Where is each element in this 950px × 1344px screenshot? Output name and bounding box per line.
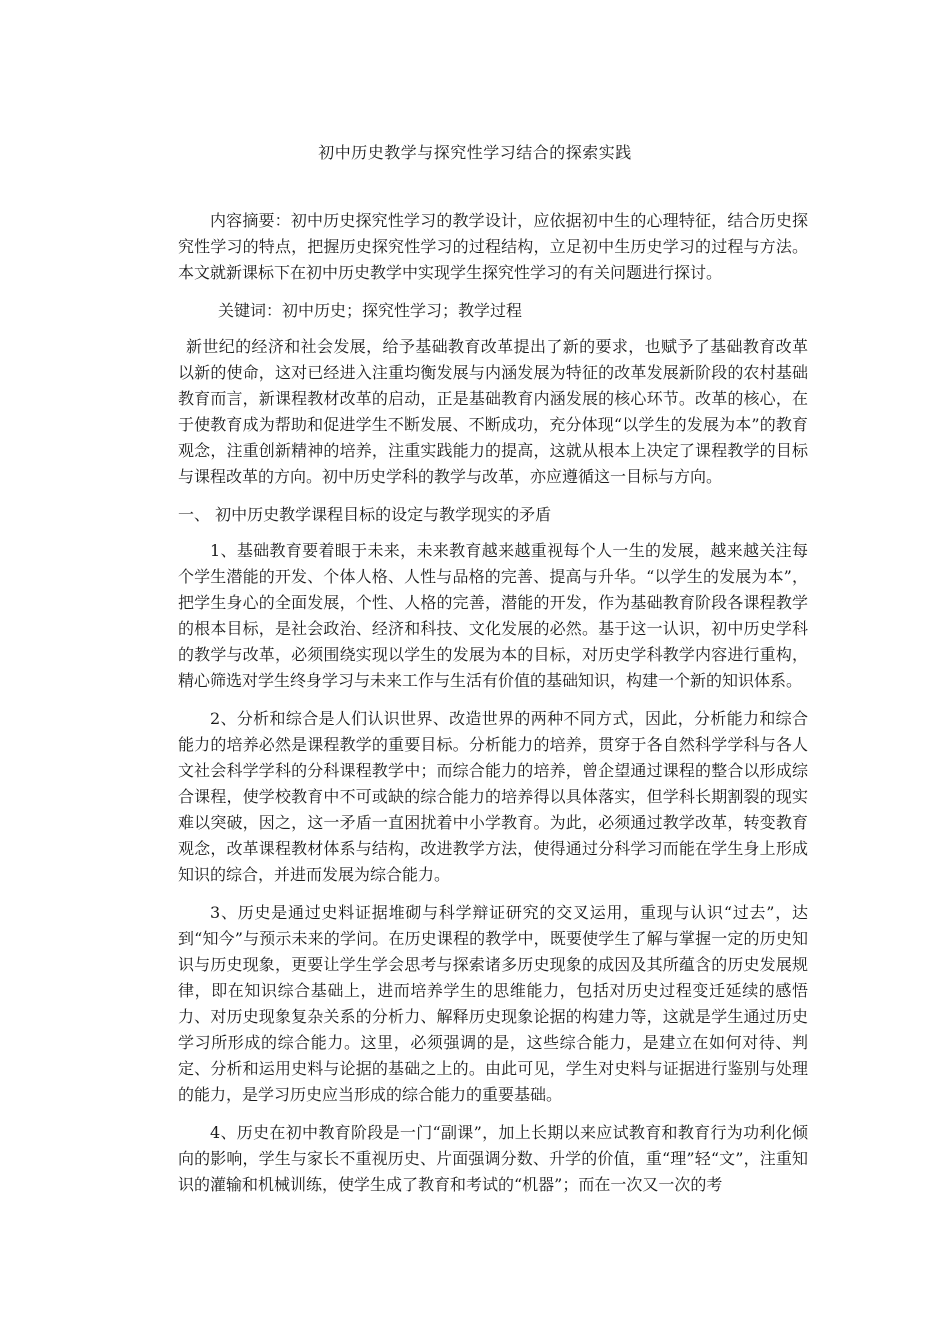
section-heading: 一、 初中历史教学课程目标的设定与教学现实的矛盾	[178, 505, 552, 524]
body-paragraph-3: 3、历史是通过史料证据堆砌与科学辩证研究的交叉运用，重现与认识“过去”，达到“知今”与预示未来的学问。在历史课程的教学中，既要使学生了解与掌握一定的历史知识与历史现象，更要让学生学会思考与探索诸多历史现象的成因及其所蕴含的历史发展规律，即在知识综合基础上，进而培养学生的思维能力，包括对历史过程变迁延续的感悟力、对历史现象复杂关系的分析力、解释历史现象论据的构建力等，这就是学生通过历史学习所形成的综合能力。这里，必须强调的是，这些综合能力，是建立在如何对待、判定、分析和运用史料与论据的基础之上的。由此可见，学生对史料与证据进行鉴别与处理的能力，是学习历史应当形成的综合能力的重要基础。	[178, 903, 808, 1104]
intro-paragraph: 新世纪的经济和社会发展，给予基础教育改革提出了新的要求，也赋予了基础教育改革以新的使命，这对已经进入注重均衡发展与内涵发展为特征的改革发展新阶段的农村基础教育而言，新课程教材改革的启动，正是基础教育内涵发展的核心环节。改革的核心，在于使教育成为帮助和促进学生不断发展、不断成功，充分体现“以学生的发展为本”的教育观念，注重创新精神的培养，注重实践能力的提高，这就从根本上决定了课程教学的目标与课程改革的方向。初中历史学科的教学与改革，亦应遵循这一目标与方向。	[178, 337, 808, 486]
abstract-paragraph: 内容摘要：初中历史探究性学习的教学设计，应依据初中生的心理特征，结合历史探究性学习的特点，把握历史探究性学习的过程结构，立足初中生历史学习的过程与方法。本文就新课标下在初中历史教学中实现学生探究性学习的有关问题进行探讨。	[178, 211, 808, 282]
keywords-line: 关键词：初中历史；探究性学习；教学过程	[218, 301, 523, 320]
body-paragraph-2: 2、分析和综合是人们认识世界、改造世界的两种不同方式，因此，分析能力和综合能力的培养必然是课程教学的重要目标。分析能力的培养，贯穿于各自然科学学科与各人文社会科学学科的分科课程教学中；而综合能力的培养，曾企望通过课程的整合以形成综合课程，使学校教育中不可或缺的综合能力的培养得以具体落实，但学科长期割裂的现实难以突破，因之，这一矛盾一直困扰着中小学教育。为此，必须通过教学改革，转变教育观念，改革课程教材体系与结构，改进教学方法，使得通过分科学习而能在学生身上形成知识的综合，并进而发展为综合能力。	[178, 709, 808, 884]
body-paragraph-1: 1、基础教育要着眼于未来，未来教育越来越重视每个人一生的发展，越来越关注每个学生潜能的开发、个体人格、人性与品格的完善、提高与升华。“以学生的发展为本”，把学生身心的全面发展，个性、人格的完善，潜能的开发，作为基础教育阶段各课程教学的根本目标，是社会政治、经济和科技、文化发展的必然。基于这一认识，初中历史学科的教学与改革，必须围绕实现以学生的发展为本的目标，对历史学科教学内容进行重构，精心筛选对学生终身学习与未来工作与生活有价值的基础知识，构建一个新的知识体系。	[178, 541, 808, 690]
document-body	[178, 208, 808, 1198]
body-paragraph-4: 4、历史在初中教育阶段是一门“副课”，加上长期以来应试教育和教育行为功利化倾向的影响，学生与家长不重视历史、片面强调分数、升学的价值，重“理”轻“文”，注重知识的灌输和机械训练，使学生成了教育和考试的“机器”；而在一次又一次的考	[178, 1123, 808, 1194]
document-title: 初中历史教学与探究性学习结合的探索实践	[318, 143, 632, 162]
